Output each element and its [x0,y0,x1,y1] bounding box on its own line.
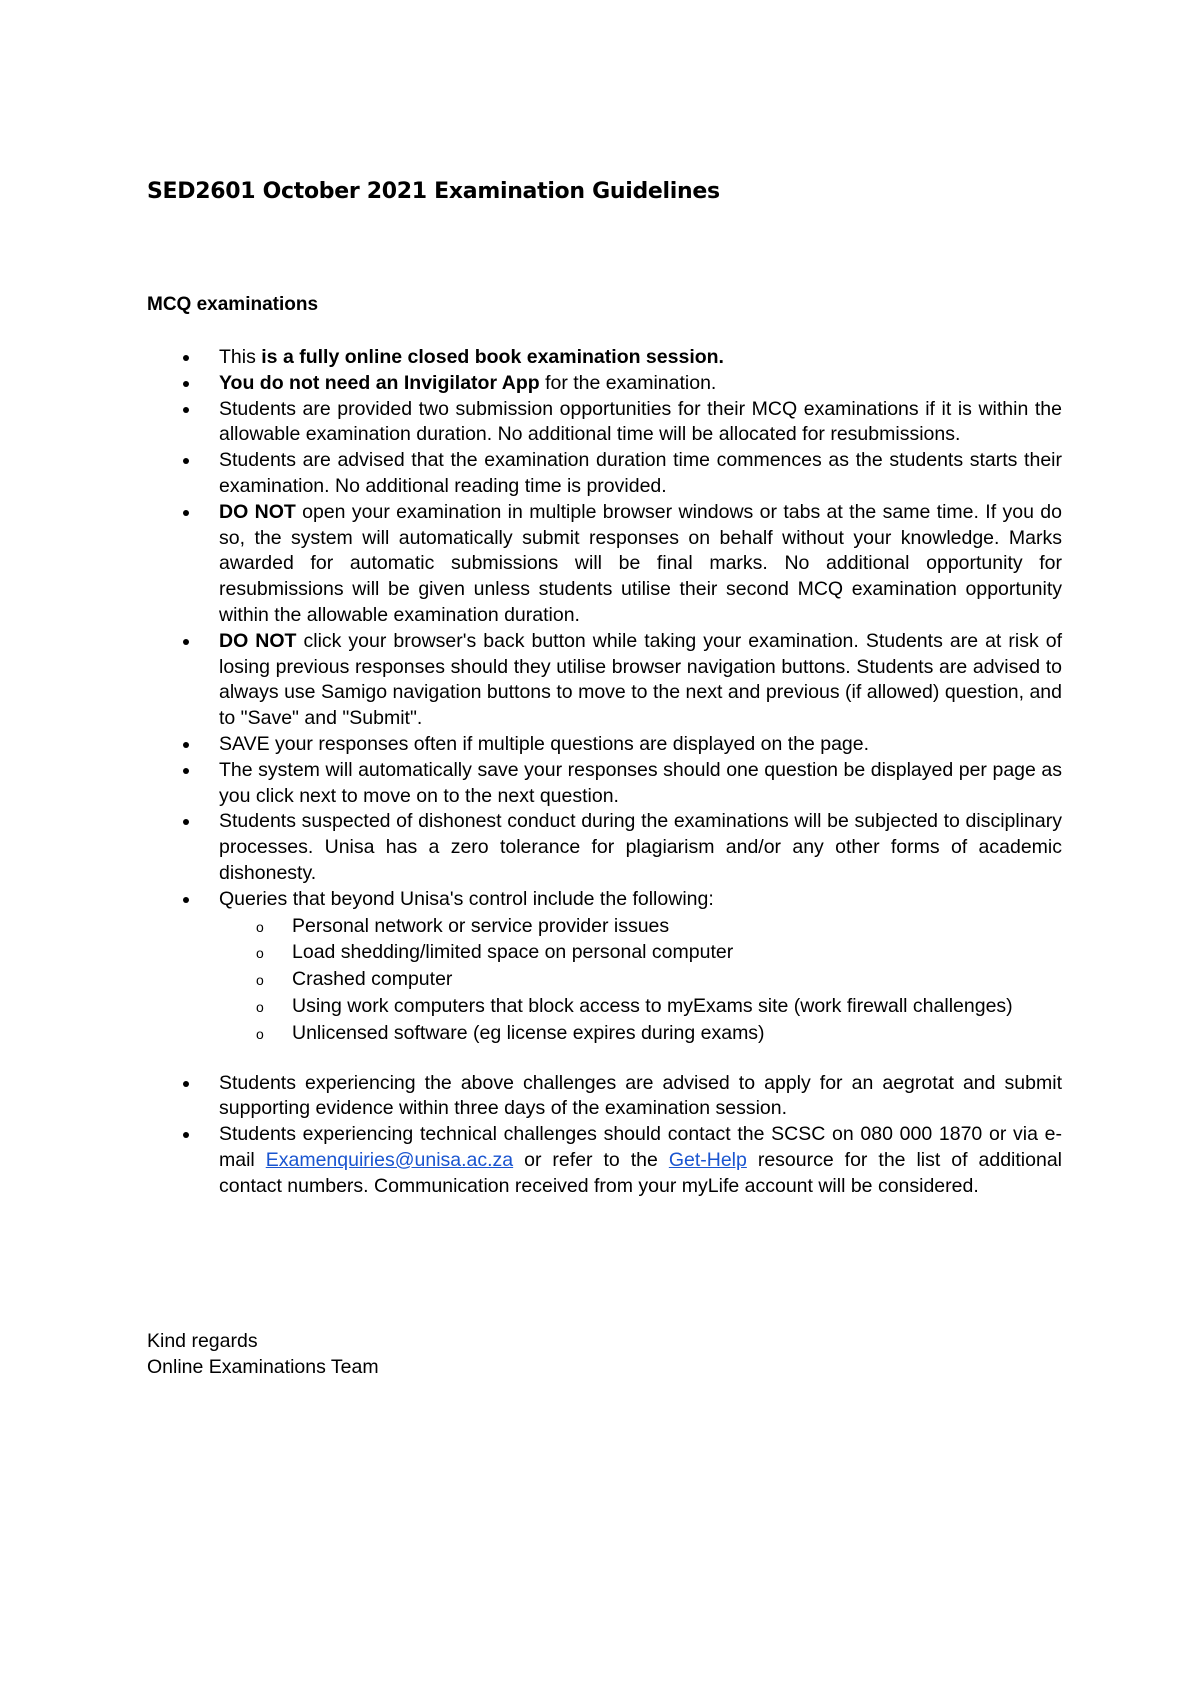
bullet-text: Students are advised that the examination duration time commences as the students starts their examination. No additional reading time is provided. [219,449,1062,497]
bullet-text: Queries that beyond Unisa's control include the following: [219,887,714,910]
section-heading: MCQ examinations [147,294,319,315]
list-item [219,758,1062,810]
list-item [219,1071,1062,1123]
sub-list-item: o Load shedding/limited space on personal computer [292,940,1062,966]
list-item [219,887,1062,1047]
sub-list-item: o Unlicensed software (eg license expires during exams) [292,1021,1062,1047]
list-item [219,371,1062,397]
closing-regards: Kind regards [147,1330,258,1352]
bullet-text: for the examination. [539,371,717,394]
bullet-bold-text: You do not need an Invigilator App [219,371,540,394]
sub-list [219,914,1062,1047]
list-item [219,448,1062,500]
bullet-text: Students experiencing technical challenges should contact the SCSC on 080 000 1870 or via e-mail [219,1123,1062,1171]
bullet-text: The system will automatically save your responses should one question be displayed per page as you click next to move on to the next question. [219,758,1062,807]
bullet-text: click your browser's back button while taking your examination. Students are at risk of losing previous responses should they utilise browser navigation buttons. Students are advised to always use Samigo navigation buttons to move to the next and previous (if allowed) question, and to "Save" and "Submit". [219,629,1062,730]
bullet-text: open your examination in multiple browser windows or tabs at the same time. If you do so, the system will automatically submit responses on behalf without your knowledge. Marks awarded for automatic submissions will be final marks. No additional opportunity for resubmissions will be given unless students utilise their second MCQ examination opportunity within the allowable examination duration. [219,500,1062,626]
list-item [219,809,1062,886]
bullet-text: This [219,346,262,368]
sub-list-item: o Using work computers that block access to myExams site (work firewall challenges) [292,994,1062,1020]
bullet-bold-text: DO NOT [219,500,296,523]
bullet-text: SAVE your responses often if multiple questions are displayed on the page. [219,732,870,755]
list-item [219,500,1062,629]
list-item [219,397,1062,449]
bullet-bold-text: is a fully online closed book examination session. [261,346,724,368]
document-title: SED2601 October 2021 Examination Guidelines [147,179,720,204]
list-item [219,345,1062,371]
guidelines-list [219,345,1062,1200]
bullet-bold-text: DO NOT [219,629,297,652]
sub-list-item: o Crashed computer [292,967,1062,993]
closing-signature [147,1329,379,1381]
list-item [219,629,1062,732]
list-item [219,732,1062,758]
bullet-text: Students suspected of dishonest conduct during the examinations will be subjected to disciplinary processes. Unisa has a zero tolerance for plagiarism and/or any other forms of academic dishonesty. [219,810,1062,884]
closing-team: Online Examinations Team [147,1355,379,1378]
get-help-link[interactable]: Get-Help [668,1148,747,1171]
bullet-text: or refer to the [513,1148,669,1171]
list-item [219,1122,1062,1199]
bullet-text: Students experiencing the above challenges are advised to apply for an aegrotat and submit supporting evidence within three days of the examination session. [219,1071,1062,1120]
sub-list-item: o Personal network or service provider issues [292,914,1062,940]
bullet-text: resource for the list of additional contact numbers. Communication received from your myLife account will be considered. [219,1148,1062,1197]
email-link[interactable]: Examenquiries@unisa.ac.za [265,1148,514,1171]
bullet-text: Students are provided two submission opportunities for their MCQ examinations if it is within the allowable examination duration. No additional time will be allocated for resubmissions. [219,397,1062,446]
